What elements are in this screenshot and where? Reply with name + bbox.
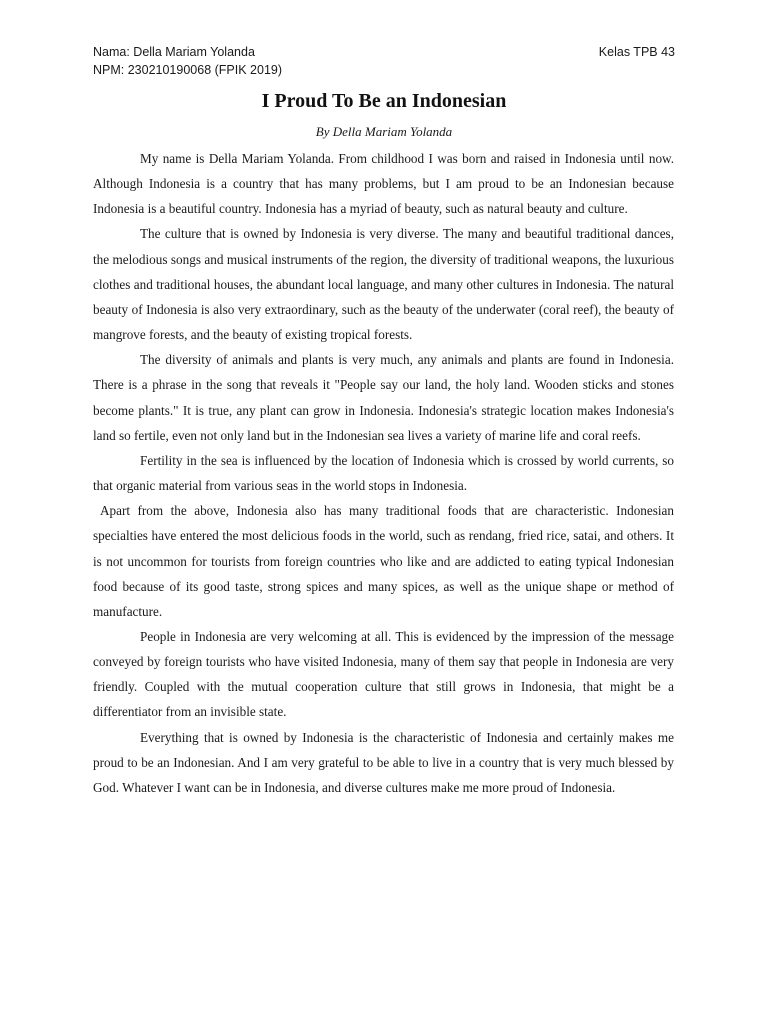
student-npm: NPM: 230210190068 (FPIK 2019) — [93, 63, 283, 77]
essay-body — [93, 146, 674, 800]
header-row-top — [93, 43, 675, 61]
paragraph-1: My name is Della Mariam Yolanda. From childhood I was born and raised in Indonesia until now. Although Indonesia is a country that has many problems, but I am proud to be an Indonesian because Indonesia is a beautiful country. Indonesia has a myriad of beauty, such as natural beauty and culture. — [93, 151, 674, 217]
paragraph-6: People in Indonesia are very welcoming at all. This is evidenced by the impression of the message conveyed by foreign tourists who have visited Indonesia, many of them say that people in Indonesia are very friendly. Coupled with the mutual cooperation culture that still grows in Indonesia, that might be a differentiator from an invisible state. — [93, 628, 674, 720]
paragraph-7: Everything that is owned by Indonesia is the characteristic of Indonesia and certainly makes me proud to be an Indonesian. And I am very grateful to be able to live in a country that is very much blessed by God. Whatever I want can be in Indonesia, and diverse cultures make me more proud of Indonesia. — [93, 729, 674, 795]
class-label: Kelas TPB 43 — [598, 45, 675, 59]
essay-byline: By Della Mariam Yolanda — [315, 124, 453, 139]
essay-title: I Proud To Be an Indonesian — [261, 90, 507, 112]
paragraph-4: Fertility in the sea is influenced by the location of Indonesia which is crossed by world currents, so that organic material from various seas in the world stops in Indonesia. — [93, 452, 674, 494]
document-header — [93, 43, 675, 79]
student-name: Nama: Della Mariam Yolanda — [93, 45, 255, 59]
paragraph-5: Apart from the above, Indonesia also has many traditional foods that are characteristic. Indonesian specialties have entered the most delicious foods in the world, such as rendang, fried rice, satai, and others. It is not uncommon for tourists from foreign countries who like and are addicted to eating typical Indonesian food because of its good taste, strong spices and many spices, as well as the unique shape or method of manufacture. — [93, 503, 674, 619]
paragraph-3: The diversity of animals and plants is very much, any animals and plants are found in Indonesia. There is a phrase in the song that reveals it "People say our land, the holy land. Wooden sticks and stones become plants." It is true, any plant can grow in Indonesia. Indonesia's strategic location makes Indonesia's land so fertile, even not only land but in the Indonesian sea lives a variety of marine life and coral reefs. — [93, 352, 674, 443]
paragraph-2: The culture that is owned by Indonesia is very diverse. The many and beautiful traditional dances, the melodious songs and musical instruments of the region, the diversity of traditional weapons, the luxurious clothes and traditional houses, the abundant local language, and many other cultures in Indonesia. The natural beauty of Indonesia is also very extraordinary, such as the beauty of the underwater (coral reef), the beauty of mangrove forests, and the beauty of existing tropical forests. — [93, 226, 674, 343]
